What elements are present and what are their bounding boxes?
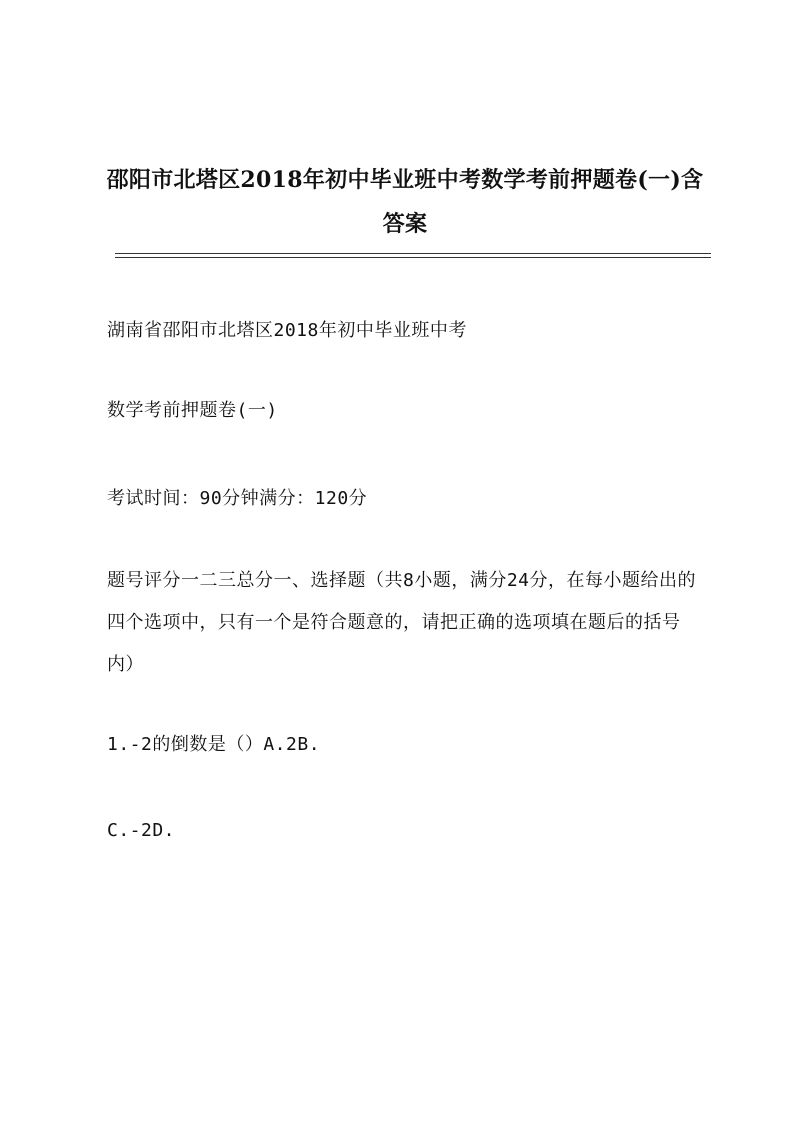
title-divider-bottom xyxy=(115,257,711,258)
section-instructions: 题号评分一二三总分一、选择题（共8小题，满分24分，在每小题给出的四个选项中，只有一个是符合题意的，请把正确的选项填在题后的括号内） xyxy=(107,570,697,675)
exam-heading-line-1: 湖南省邵阳市北塔区2018年初中毕业班中考 xyxy=(107,320,467,341)
question-1-options: C.-2D. xyxy=(107,820,176,841)
question-1: 1.-2的倒数是（）A.2B. xyxy=(107,734,321,755)
exam-heading-line-2: 数学考前押题卷(一) xyxy=(107,400,278,421)
exam-time-info: 考试时间：90分钟满分：120分 xyxy=(107,488,368,509)
document-title: 邵阳市北塔区2018年初中毕业班中考数学考前押题卷(一)含答案 xyxy=(106,167,704,237)
title-divider-top xyxy=(115,253,711,254)
